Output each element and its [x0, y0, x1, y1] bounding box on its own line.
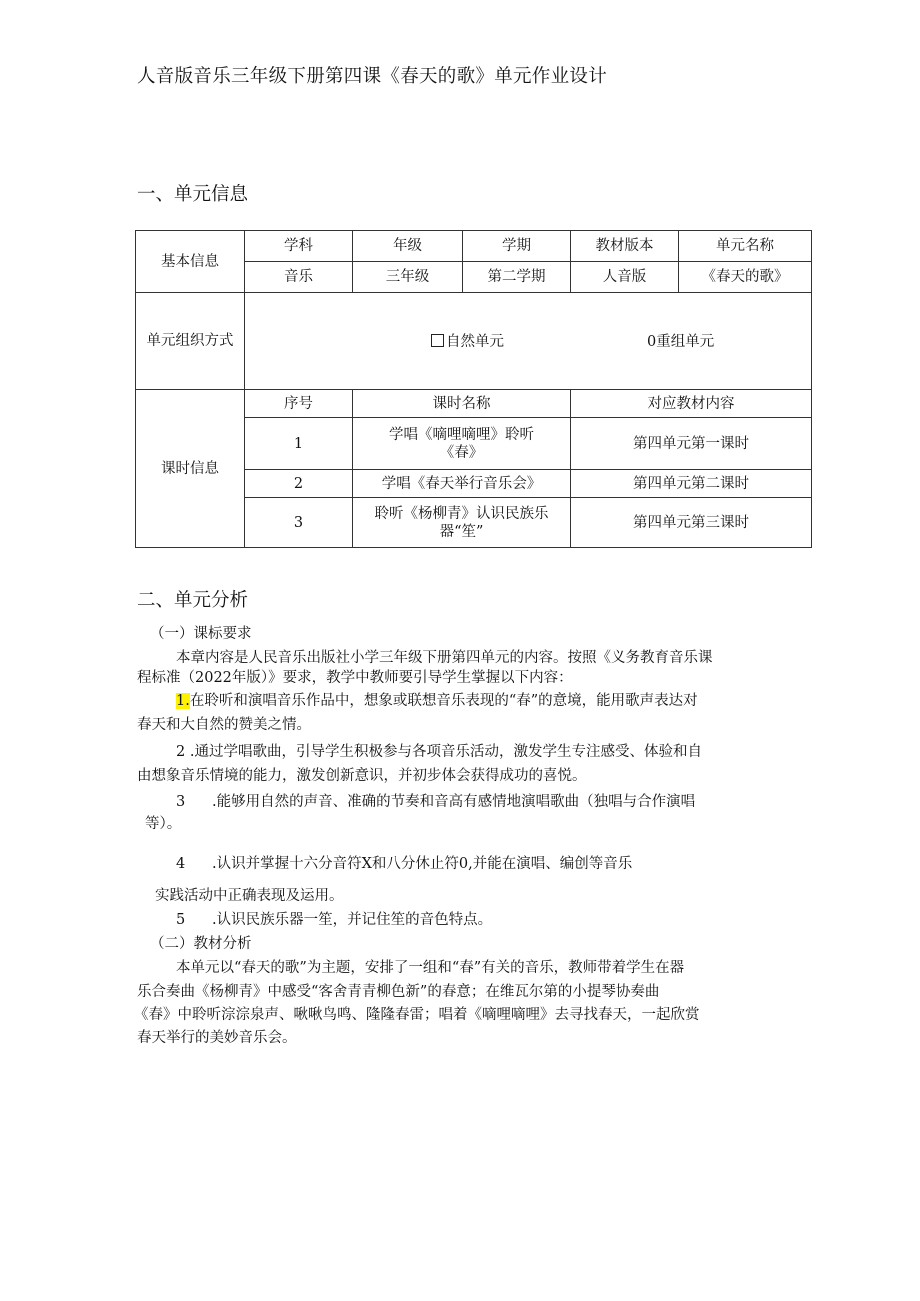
paragraph-line: 等）。: [145, 816, 182, 832]
document-title: 人音版音乐三年级下册第四课《春天的歌》单元作业设计: [137, 66, 608, 87]
list-item: [176, 689, 698, 713]
value-grade: 三年级: [353, 262, 463, 293]
paragraph-line: 春天举行的美妙音乐会。: [137, 1030, 297, 1046]
list-item: .认识并掌握十六分音符X和八分休止符0,并能在演唱、编创等音乐: [212, 856, 633, 872]
lesson-no: 1: [245, 418, 353, 470]
regroup-unit-option: 0重组单元: [647, 334, 715, 350]
natural-unit-label: 自然单元: [446, 334, 504, 350]
lesson-name-line: 学唱《嘀哩嘀哩》聆听: [389, 426, 534, 443]
lesson-name: [353, 498, 571, 548]
value-term: 第二学期: [463, 262, 571, 293]
org-mode-label: 单元组织方式: [136, 293, 245, 390]
unit-info-table: [135, 230, 812, 548]
natural-unit-option: [431, 333, 504, 351]
lesson-name-line: 《春》: [439, 444, 484, 461]
value-unit-name: 《春天的歌》: [679, 262, 812, 293]
table-row: [136, 390, 812, 418]
list-item-number: 4: [176, 856, 186, 872]
value-edition: 人音版: [571, 262, 679, 293]
lesson-info-label: 课时信息: [136, 390, 245, 548]
header-content: 对应教材内容: [571, 390, 812, 418]
item-number-highlight: 1.: [176, 693, 190, 709]
paragraph-line: 本章内容是人民音乐出版社小学三年级下册第四单元的内容。按照《义务教育音乐课: [176, 650, 713, 666]
paragraph-line: 本单元以“春天的歌”为主题，安排了一组和“春”有关的音乐，教师带着学生在器: [176, 960, 685, 976]
basic-info-label: 基本信息: [136, 231, 245, 293]
paragraph-line: 《春》中聆听淙淙泉声、啾啾鸟鸣、隆隆春雷；唱着《嘀哩嘀哩》去寻找春天，一起欣赏: [134, 1007, 700, 1023]
paragraph-line: 春天和大自然的赞美之情。: [137, 717, 311, 733]
org-mode-options: [245, 293, 812, 390]
subheading-material: （二）教材分析: [150, 936, 252, 952]
value-subject: 音乐: [245, 262, 353, 293]
header-subject: 学科: [245, 231, 353, 262]
lesson-content: 第四单元第三课时: [571, 498, 812, 548]
header-unit-name: 单元名称: [679, 231, 812, 262]
list-item: .认识民族乐器一笙，并记住笙的音色特点。: [212, 912, 493, 928]
header-no: 序号: [245, 390, 353, 418]
lesson-name: [353, 418, 571, 470]
lesson-name-line: 聆听《杨柳青》认识民族乐: [374, 505, 549, 522]
checkbox-icon: [431, 334, 444, 347]
table-row: [136, 231, 812, 262]
section-heading-unit-info: 一、单元信息: [137, 184, 249, 205]
list-item: .能够用自然的声音、准确的节奏和音高有感情地演唱歌曲（独唱与合作演唱: [212, 794, 696, 810]
lesson-name-line: 器“笙”: [439, 523, 484, 540]
header-grade: 年级: [353, 231, 463, 262]
lesson-content: 第四单元第二课时: [571, 470, 812, 498]
list-item-number: 5: [176, 912, 186, 928]
header-term: 学期: [463, 231, 571, 262]
header-lesson-name: 课时名称: [353, 390, 571, 418]
subheading-curriculum: （一）课标要求: [150, 626, 252, 642]
paragraph-line: 程标准（2022年版）》要求，教学中教师要引导学生掌握以下内容：: [137, 670, 573, 686]
lesson-content: 第四单元第一课时: [571, 418, 812, 470]
lesson-name: 学唱《春天举行音乐会》: [353, 470, 571, 498]
lesson-no: 2: [245, 470, 353, 498]
lesson-no: 3: [245, 498, 353, 548]
paragraph-line: 由想象音乐情境的能力，激发创新意识，并初步体会获得成功的喜悦。: [137, 768, 587, 784]
list-item: 2 .通过学唱歌曲，引导学生积极参与各项音乐活动，激发学生专注感受、体验和自: [176, 744, 702, 760]
list-item-number: 3: [176, 794, 186, 810]
paragraph-line: 乐合奏曲《杨柳青》中感受“客舍青青柳色新”的春意；在维瓦尔第的小提琴协奏曲: [137, 984, 660, 1000]
table-row: [136, 293, 812, 390]
header-edition: 教材版本: [571, 231, 679, 262]
section-heading-unit-analysis: 二、单元分析: [137, 590, 249, 611]
paragraph-line: 在聆听和演唱音乐作品中，想象或联想音乐表现的“春”的意境，能用歌声表达对: [189, 693, 698, 709]
paragraph-line: 实践活动中正确表现及运用。: [155, 888, 344, 904]
